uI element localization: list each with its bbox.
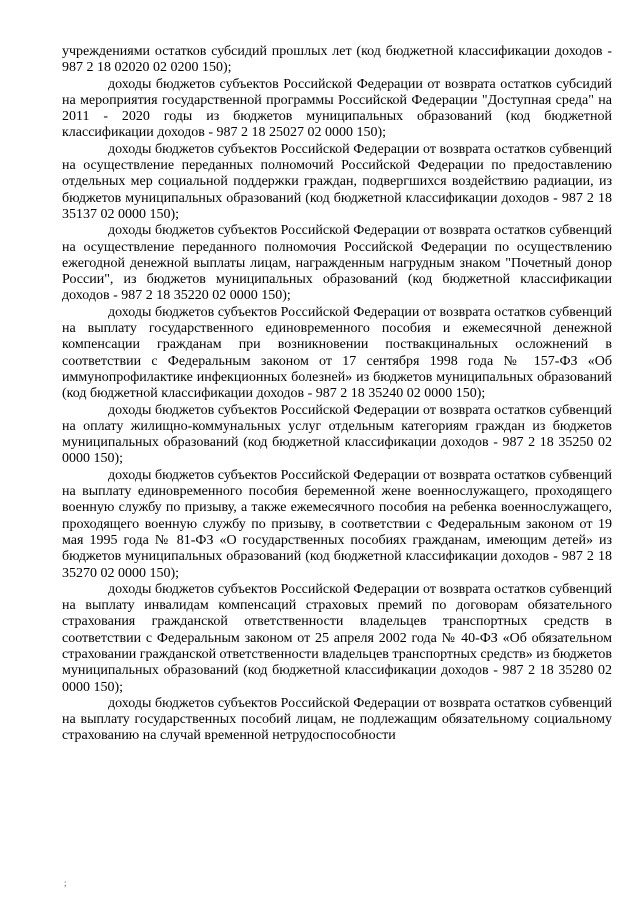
footer-mark: ; (64, 878, 67, 888)
paragraph-post-vaccination: доходы бюджетов субъектов Российской Федерации от возврата остатков субвенций на выплату государственного единовременного пособия и ежемесячной денежной компенсации гражданам при возникновении поствакцинальных осложнений в соответствии с Федеральным законом от 17 сентября 1998 года № 157-ФЗ «Об иммунопрофилактике инфекционных болезней» из бюджетов муниципальных образований (код бюджетной классификации доходов - 987 2 18 35240 02 0000 150); (62, 304, 612, 402)
paragraph-housing-utilities: доходы бюджетов субъектов Российской Федерации от возврата остатков субвенций на оплату жилищно-коммунальных услуг отдельным категориям граждан из бюджетов муниципальных образований (код бюджетной классификации доходов - 987 2 18 35250 02 0000 150); (62, 402, 612, 467)
paragraph-accessible-environment: доходы бюджетов субъектов Российской Федерации от возврата остатков субсидий на мероприятия государственной программы Российской Федерации "Доступная среда" на 2011 - 2020 годы из бюджетов муниципальных образований (код бюджетной классификации доходов - 987 2 18 25027 02 0000 150); (62, 76, 612, 141)
paragraph-insurance-compensation: доходы бюджетов субъектов Российской Федерации от возврата остатков субвенций на выплату инвалидам компенсаций страховых премий по договорам обязательного страхования гражданской ответственности владельцев транспортных средств в соответствии с Федеральным законом от 25 апреля 2002 года № 40-ФЗ «Об обязательном страховании гражданской ответственности владельцев транспортных средств» из бюджетов муниципальных образований (код бюджетной классификации доходов - 987 2 18 35280 02 0000 150); (62, 581, 613, 695)
paragraph-state-benefits: доходы бюджетов субъектов Российской Федерации от возврата остатков субвенций на выплату государственных пособий лицам, не подлежащим обязательному социальному страхованию на случай временной нетрудоспособности (62, 695, 612, 744)
paragraph-continuation: учреждениями остатков субсидий прошлых лет (код бюджетной классификации доходов - 987 2 18 02020 02 0200 150); (62, 44, 612, 76)
paragraph-honorary-donor: доходы бюджетов субъектов Российской Федерации от возврата остатков субвенций на осуществление переданного полномочия Российской Федерации по осуществлению ежегодной денежной выплаты лицам, награжденным нагрудным знаком "Почетный донор России", из бюджетов муниципальных образований (код бюджетной классификации доходов - 987 2 18 35220 02 0000 150); (62, 223, 612, 304)
paragraph-radiation-support: доходы бюджетов субъектов Российской Федерации от возврата остатков субвенций на осуществление переданных полномочий Российской Федерации по предоставлению отдельных мер социальной поддержки граждан, подвергшихся воздействию радиации, из бюджетов муниципальных образований (код бюджетной классификации доходов - 987 2 18 35137 02 0000 150); (62, 141, 612, 222)
paragraph-military-family-benefits: доходы бюджетов субъектов Российской Федерации от возврата остатков субвенций на выплату единовременного пособия беременной жене военнослужащего, проходящего военную службу по призыву, а также ежемесячного пособия на ребенка военнослужащего, проходящего военную службу по призыву, в соответствии с Федеральным законом от 19 мая 1995 года № 81-ФЗ «О государственных пособиях гражданам, имеющим детей» из бюджетов муниципальных образований (код бюджетной классификации доходов - 987 2 18 35270 02 0000 150); (62, 467, 612, 581)
